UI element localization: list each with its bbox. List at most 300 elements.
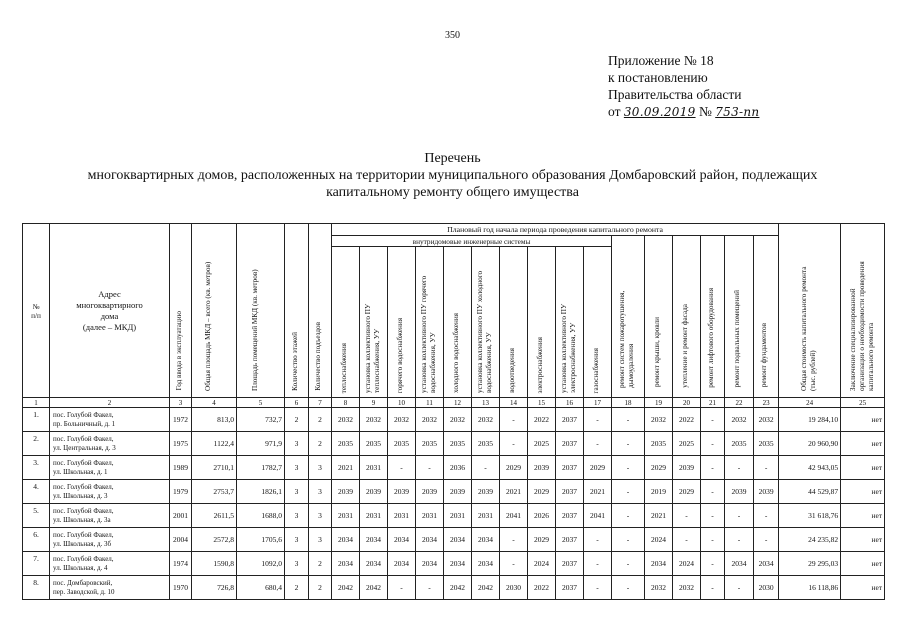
plan-year-cell: 2034 [416, 528, 444, 552]
column-number-row [23, 398, 885, 408]
plan-year-cell: 2034 [388, 552, 416, 576]
header-sys-9-text: установка коллективного ПУ электроснабжения, УУ [559, 303, 577, 393]
conclusion-cell: нет [841, 432, 885, 456]
area-premises-cell: 1705,6 [237, 528, 285, 552]
plan-year-cell: - [673, 504, 701, 528]
area-total-cell: 813,0 [192, 408, 237, 432]
column-number: 6 [285, 398, 309, 408]
plan-year-cell: 2035 [645, 432, 673, 456]
plan-year-cell: - [612, 408, 645, 432]
entrances-cell: 2 [309, 576, 332, 600]
header-lift [701, 236, 725, 398]
column-number: 7 [309, 398, 332, 408]
plan-year-cell: 2034 [360, 552, 388, 576]
column-number: 8 [332, 398, 360, 408]
column-number: 9 [360, 398, 388, 408]
plan-year-cell: - [754, 456, 779, 480]
plan-year-cell: 2039 [388, 480, 416, 504]
plan-year-cell: 2021 [584, 480, 612, 504]
appendix-date-line [608, 103, 759, 121]
plan-year-cell: 2034 [472, 552, 500, 576]
plan-year-cell: - [725, 504, 754, 528]
area-premises-cell: 971,9 [237, 432, 285, 456]
plan-year-cell: 2037 [556, 552, 584, 576]
column-number: 15 [528, 398, 556, 408]
plan-year-cell: 2039 [673, 456, 701, 480]
plan-year-cell: - [725, 528, 754, 552]
address-cell: пос. Голубой Факел, ул. Школьная, д. 4 [50, 552, 170, 576]
area-premises-cell: 1826,1 [237, 480, 285, 504]
address-cell: пос. Голубой Факел, ул. Центральная, д. 3 [50, 432, 170, 456]
column-number: 11 [416, 398, 444, 408]
header-sys-10 [584, 247, 612, 398]
plan-year-cell: 2032 [444, 408, 472, 432]
plan-year-cell: - [612, 528, 645, 552]
plan-year-cell: 2037 [556, 456, 584, 480]
header-entrances-text: Количество подъездов [314, 321, 322, 391]
plan-year-cell: 2029 [645, 456, 673, 480]
plan-year-cell: 2024 [673, 552, 701, 576]
column-number: 18 [612, 398, 645, 408]
plan-year-cell: - [701, 480, 725, 504]
header-sys-6-text: установка коллективного ПУ холодного водоснабжения, УУ [475, 270, 493, 393]
table-row [23, 576, 885, 600]
plan-year-cell: 2029 [528, 480, 556, 504]
plan-year-cell: - [701, 456, 725, 480]
plan-year-cell: 2037 [556, 432, 584, 456]
header-sys-10-text: газоснабжения [591, 347, 600, 393]
header-area-premises-text: Площадь помещений МКД (кв. метров) [250, 268, 259, 391]
plan-year-cell: 2039 [332, 480, 360, 504]
header-area-premises [237, 224, 285, 398]
title-line-2: многоквартирных домов, расположенных на территории муниципального образования Домбаровский район, подлежащих [87, 168, 818, 183]
plan-year-cell: 2032 [416, 408, 444, 432]
plan-year-cell: 2022 [528, 576, 556, 600]
column-number: 25 [841, 398, 885, 408]
header-sys-1 [332, 247, 360, 398]
plan-year-cell: 2032 [725, 408, 754, 432]
row-number: 1. [23, 408, 50, 432]
year-cell: 2004 [170, 528, 192, 552]
column-number: 17 [584, 398, 612, 408]
plan-year-cell: - [416, 576, 444, 600]
year-cell: 1975 [170, 432, 192, 456]
header-address: Адрес многоквартирного дома (далее – МКД) [50, 224, 170, 398]
area-premises-cell: 680,4 [237, 576, 285, 600]
header-foundation-text: ремонт фундаментов [760, 323, 769, 388]
column-number: 16 [556, 398, 584, 408]
cost-cell: 42 943,05 [779, 456, 841, 480]
plan-year-cell: 2029 [500, 456, 528, 480]
plan-year-cell: 2022 [673, 408, 701, 432]
header-facade [673, 236, 701, 398]
plan-year-cell: 2025 [528, 432, 556, 456]
plan-year-cell: 2030 [754, 576, 779, 600]
area-total-cell: 1590,8 [192, 552, 237, 576]
document-title [20, 150, 885, 201]
header-sys-1-text: теплоснабжения [339, 342, 348, 393]
entrances-cell: 3 [309, 504, 332, 528]
floors-cell: 2 [285, 576, 309, 600]
plan-year-cell: - [701, 528, 725, 552]
header-systems-group: внутридомовые инженерные системы [332, 236, 612, 247]
plan-year-cell: 2039 [472, 480, 500, 504]
appendix-line-3: Правительства области [608, 87, 742, 102]
plan-year-cell: - [754, 528, 779, 552]
header-plan-group: Плановый год начала периода проведения капитального ремонта [332, 224, 779, 236]
header-sys-2 [360, 247, 388, 398]
plan-year-cell: 2036 [444, 456, 472, 480]
plan-year-cell: 2026 [528, 504, 556, 528]
entrances-cell: 2 [309, 408, 332, 432]
number-prefix: № [698, 104, 712, 119]
cost-cell: 19 284,10 [779, 408, 841, 432]
column-number: 23 [754, 398, 779, 408]
column-number: 19 [645, 398, 673, 408]
plan-year-cell: 2034 [360, 528, 388, 552]
column-number: 20 [673, 398, 701, 408]
plan-year-cell: 2037 [556, 480, 584, 504]
plan-year-cell: 2029 [528, 528, 556, 552]
plan-year-cell: - [701, 576, 725, 600]
plan-year-cell: 2032 [673, 576, 701, 600]
title-line-1: Перечень [424, 151, 481, 166]
entrances-cell: 2 [309, 552, 332, 576]
header-facade-text: утепление и ремонт фасада [680, 303, 689, 388]
floors-cell: 3 [285, 480, 309, 504]
cost-cell: 44 529,87 [779, 480, 841, 504]
cost-cell: 16 118,86 [779, 576, 841, 600]
address-cell: пос. Голубой Факел, ул. Школьная, д. 3б [50, 528, 170, 552]
plan-year-cell: 2042 [472, 576, 500, 600]
cost-cell: 31 618,76 [779, 504, 841, 528]
plan-year-cell: 2035 [754, 432, 779, 456]
column-number: 12 [444, 398, 472, 408]
plan-year-cell: 2035 [472, 432, 500, 456]
address-cell: пос. Голубой Факел, ул. Школьная, д. 3 [50, 480, 170, 504]
table-row [23, 528, 885, 552]
plan-year-cell: - [725, 576, 754, 600]
plan-year-cell: 2031 [360, 504, 388, 528]
header-cost [779, 224, 841, 398]
table-row [23, 552, 885, 576]
plan-year-cell: 2034 [332, 552, 360, 576]
header-area-total-text: Общая площадь МКД – всего (кв. метров) [204, 261, 212, 391]
plan-year-cell: 2031 [360, 456, 388, 480]
plan-year-cell: 2042 [444, 576, 472, 600]
plan-year-cell: 2039 [444, 480, 472, 504]
handwritten-date: 30.09.2019 [623, 105, 696, 119]
page-number: 350 [445, 30, 460, 41]
header-fire-text: ремонт систем пожаротушения, дымоудаления [618, 290, 635, 388]
header-foundation [754, 236, 779, 398]
plan-year-cell: 2042 [360, 576, 388, 600]
column-number: 5 [237, 398, 285, 408]
address-cell: пос. Голубой Факел, ул. Школьная, д. 3а [50, 504, 170, 528]
year-cell: 1979 [170, 480, 192, 504]
conclusion-cell: нет [841, 480, 885, 504]
plan-year-cell: 2037 [556, 528, 584, 552]
header-year-text: Год ввода в эксплуатацию [174, 311, 183, 391]
table-body [23, 398, 885, 600]
header-sys-7-text: водоотведения [507, 348, 516, 393]
plan-year-cell: 2039 [725, 480, 754, 504]
header-conclusion-text: Заключение специализированной организации о необходимости проведения капитального ремонта [848, 260, 875, 391]
plan-year-cell: 2021 [332, 456, 360, 480]
floors-cell: 3 [285, 504, 309, 528]
conclusion-cell: нет [841, 576, 885, 600]
cost-cell: 20 960,90 [779, 432, 841, 456]
header-conclusion [841, 224, 885, 398]
header-sys-3 [388, 247, 416, 398]
plan-year-cell: 2041 [584, 504, 612, 528]
plan-year-cell: 2032 [388, 408, 416, 432]
header-cost-text: Общая стоимость капитального ремонта (тыс. рублей) [799, 266, 817, 391]
table-row [23, 480, 885, 504]
plan-year-cell: 2024 [528, 552, 556, 576]
cost-cell: 24 235,82 [779, 528, 841, 552]
column-number: 1 [23, 398, 50, 408]
plan-year-cell: 2031 [332, 504, 360, 528]
floors-cell: 2 [285, 408, 309, 432]
plan-year-cell: 2032 [332, 408, 360, 432]
plan-year-cell: 2041 [500, 504, 528, 528]
plan-year-cell: 2034 [754, 552, 779, 576]
plan-year-cell: - [701, 408, 725, 432]
year-cell: 1974 [170, 552, 192, 576]
plan-year-cell: 2034 [332, 528, 360, 552]
header-lift-text: ремонт лифтового оборудования [706, 287, 715, 388]
column-number: 24 [779, 398, 841, 408]
entrances-cell: 3 [309, 528, 332, 552]
plan-year-cell: - [388, 576, 416, 600]
plan-year-cell: 2032 [645, 408, 673, 432]
plan-year-cell: 2031 [444, 504, 472, 528]
entrances-cell: 2 [309, 432, 332, 456]
plan-year-cell: - [612, 432, 645, 456]
header-num: № п/п [23, 224, 50, 398]
plan-year-cell: - [701, 504, 725, 528]
column-number: 10 [388, 398, 416, 408]
row-number: 7. [23, 552, 50, 576]
header-sys-5 [444, 247, 472, 398]
plan-year-cell: 2037 [556, 504, 584, 528]
area-premises-cell: 732,7 [237, 408, 285, 432]
year-cell: 1989 [170, 456, 192, 480]
plan-year-cell: 2032 [360, 408, 388, 432]
plan-year-cell: 2035 [444, 432, 472, 456]
plan-year-cell: - [584, 432, 612, 456]
row-number: 6. [23, 528, 50, 552]
plan-year-cell: 2034 [388, 528, 416, 552]
appendix-line-2: к постановлению [608, 70, 708, 85]
conclusion-cell: нет [841, 408, 885, 432]
plan-year-cell: 2032 [754, 408, 779, 432]
address-cell: пос. Голубой Факел, ул. Школьная, д. 1 [50, 456, 170, 480]
plan-year-cell: - [612, 504, 645, 528]
entrances-cell: 3 [309, 480, 332, 504]
plan-year-cell: 2037 [556, 576, 584, 600]
plan-year-cell: 2031 [472, 504, 500, 528]
header-sys-4-text: установка коллективного ПУ горячего водоснабжения, УУ [419, 275, 437, 393]
row-number: 5. [23, 504, 50, 528]
column-number: 22 [725, 398, 754, 408]
plan-year-cell: - [612, 480, 645, 504]
title-line-3: капитальному ремонту общего имущества [326, 185, 579, 200]
plan-year-cell: 2022 [528, 408, 556, 432]
header-sys-2-text: установка коллективного ПУ теплоснабжения, УУ [363, 303, 381, 393]
floors-cell: 3 [285, 456, 309, 480]
area-total-cell: 2611,5 [192, 504, 237, 528]
appendix-line-1: Приложение № 18 [608, 53, 714, 68]
plan-year-cell: 2019 [645, 480, 673, 504]
header-floors-text: Количество этажей [290, 331, 299, 391]
area-total-cell: 2572,8 [192, 528, 237, 552]
plan-year-cell: 2029 [584, 456, 612, 480]
floors-cell: 3 [285, 432, 309, 456]
plan-year-cell: - [584, 528, 612, 552]
date-prefix: от [608, 104, 621, 119]
plan-year-cell: - [416, 456, 444, 480]
header-basement [725, 236, 754, 398]
handwritten-number: 753-пп [715, 105, 760, 119]
plan-year-cell: - [701, 552, 725, 576]
conclusion-cell: нет [841, 528, 885, 552]
table-row [23, 456, 885, 480]
header-fire [612, 236, 645, 398]
plan-year-cell: - [584, 552, 612, 576]
plan-year-cell: 2032 [645, 576, 673, 600]
row-number: 4. [23, 480, 50, 504]
address-cell: пос. Домбаровский, пер. Заводской, д. 10 [50, 576, 170, 600]
plan-year-cell: 2032 [472, 408, 500, 432]
area-total-cell: 2753,7 [192, 480, 237, 504]
year-cell: 1970 [170, 576, 192, 600]
plan-year-cell: 2034 [472, 528, 500, 552]
appendix-block [608, 52, 759, 121]
plan-year-cell: - [500, 432, 528, 456]
plan-year-cell: 2034 [645, 552, 673, 576]
header-sys-3-text: горячего водоснабжения [395, 317, 404, 393]
plan-year-cell: - [500, 528, 528, 552]
plan-year-cell: 2025 [673, 432, 701, 456]
row-number: 3. [23, 456, 50, 480]
column-number: 4 [192, 398, 237, 408]
plan-year-cell: 2035 [725, 432, 754, 456]
year-cell: 1972 [170, 408, 192, 432]
plan-year-cell: 2037 [556, 408, 584, 432]
header-sys-8-text: электроснабжения [535, 336, 544, 393]
year-cell: 2001 [170, 504, 192, 528]
column-number: 14 [500, 398, 528, 408]
header-sys-4 [416, 247, 444, 398]
floors-cell: 3 [285, 528, 309, 552]
table-row [23, 504, 885, 528]
plan-year-cell: 2029 [673, 480, 701, 504]
entrances-cell: 3 [309, 456, 332, 480]
plan-year-cell: 2030 [500, 576, 528, 600]
row-number: 2. [23, 432, 50, 456]
header-sys-5-text: холодного водоснабжения [451, 313, 460, 393]
header-area-total [192, 224, 237, 398]
column-number: 3 [170, 398, 192, 408]
header-sys-8 [528, 247, 556, 398]
area-premises-cell: 1092,0 [237, 552, 285, 576]
plan-year-cell: 2035 [360, 432, 388, 456]
address-cell: пос. Голубой Факел, пр. Больничный, д. 1 [50, 408, 170, 432]
column-number: 13 [472, 398, 500, 408]
plan-year-cell: 2039 [360, 480, 388, 504]
plan-year-cell: 2039 [416, 480, 444, 504]
plan-year-cell: 2034 [444, 528, 472, 552]
plan-year-cell: - [500, 552, 528, 576]
plan-year-cell: 2034 [725, 552, 754, 576]
area-total-cell: 726,8 [192, 576, 237, 600]
plan-year-cell: - [701, 432, 725, 456]
plan-year-cell: - [584, 408, 612, 432]
cost-cell: 29 295,03 [779, 552, 841, 576]
plan-year-cell: 2024 [645, 528, 673, 552]
area-premises-cell: 1782,7 [237, 456, 285, 480]
table-row [23, 408, 885, 432]
plan-year-cell: 2039 [528, 456, 556, 480]
header-entrances [309, 224, 332, 398]
header-sys-7 [500, 247, 528, 398]
buildings-table [22, 223, 885, 600]
plan-year-cell: 2035 [388, 432, 416, 456]
plan-year-cell: 2021 [500, 480, 528, 504]
header-basement-text: ремонт подвальных помещений [733, 290, 741, 388]
area-total-cell: 1122,4 [192, 432, 237, 456]
floors-cell: 3 [285, 552, 309, 576]
plan-year-cell: - [500, 408, 528, 432]
plan-year-cell: 2034 [416, 552, 444, 576]
plan-year-cell: 2042 [332, 576, 360, 600]
plan-year-cell: 2031 [388, 504, 416, 528]
table-row [23, 432, 885, 456]
plan-year-cell: - [612, 576, 645, 600]
plan-year-cell: - [673, 528, 701, 552]
plan-year-cell: - [725, 456, 754, 480]
header-sys-9 [556, 247, 584, 398]
plan-year-cell: 2021 [645, 504, 673, 528]
header-roof [645, 236, 673, 398]
area-premises-cell: 1688,0 [237, 504, 285, 528]
header-year [170, 224, 192, 398]
plan-year-cell: - [754, 504, 779, 528]
plan-year-cell: - [584, 576, 612, 600]
plan-year-cell: 2039 [754, 480, 779, 504]
column-number: 2 [50, 398, 170, 408]
conclusion-cell: нет [841, 456, 885, 480]
row-number: 8. [23, 576, 50, 600]
plan-year-cell: 2035 [416, 432, 444, 456]
plan-year-cell: - [388, 456, 416, 480]
plan-year-cell: 2031 [416, 504, 444, 528]
header-sys-6 [472, 247, 500, 398]
plan-year-cell: - [472, 456, 500, 480]
plan-year-cell: 2035 [332, 432, 360, 456]
conclusion-cell: нет [841, 552, 885, 576]
conclusion-cell: нет [841, 504, 885, 528]
plan-year-cell: 2034 [444, 552, 472, 576]
area-total-cell: 2710,1 [192, 456, 237, 480]
header-floors [285, 224, 309, 398]
plan-year-cell: - [612, 456, 645, 480]
plan-year-cell: - [612, 552, 645, 576]
column-number: 21 [701, 398, 725, 408]
header-roof-text: ремонт крыши, кровли [652, 317, 661, 388]
